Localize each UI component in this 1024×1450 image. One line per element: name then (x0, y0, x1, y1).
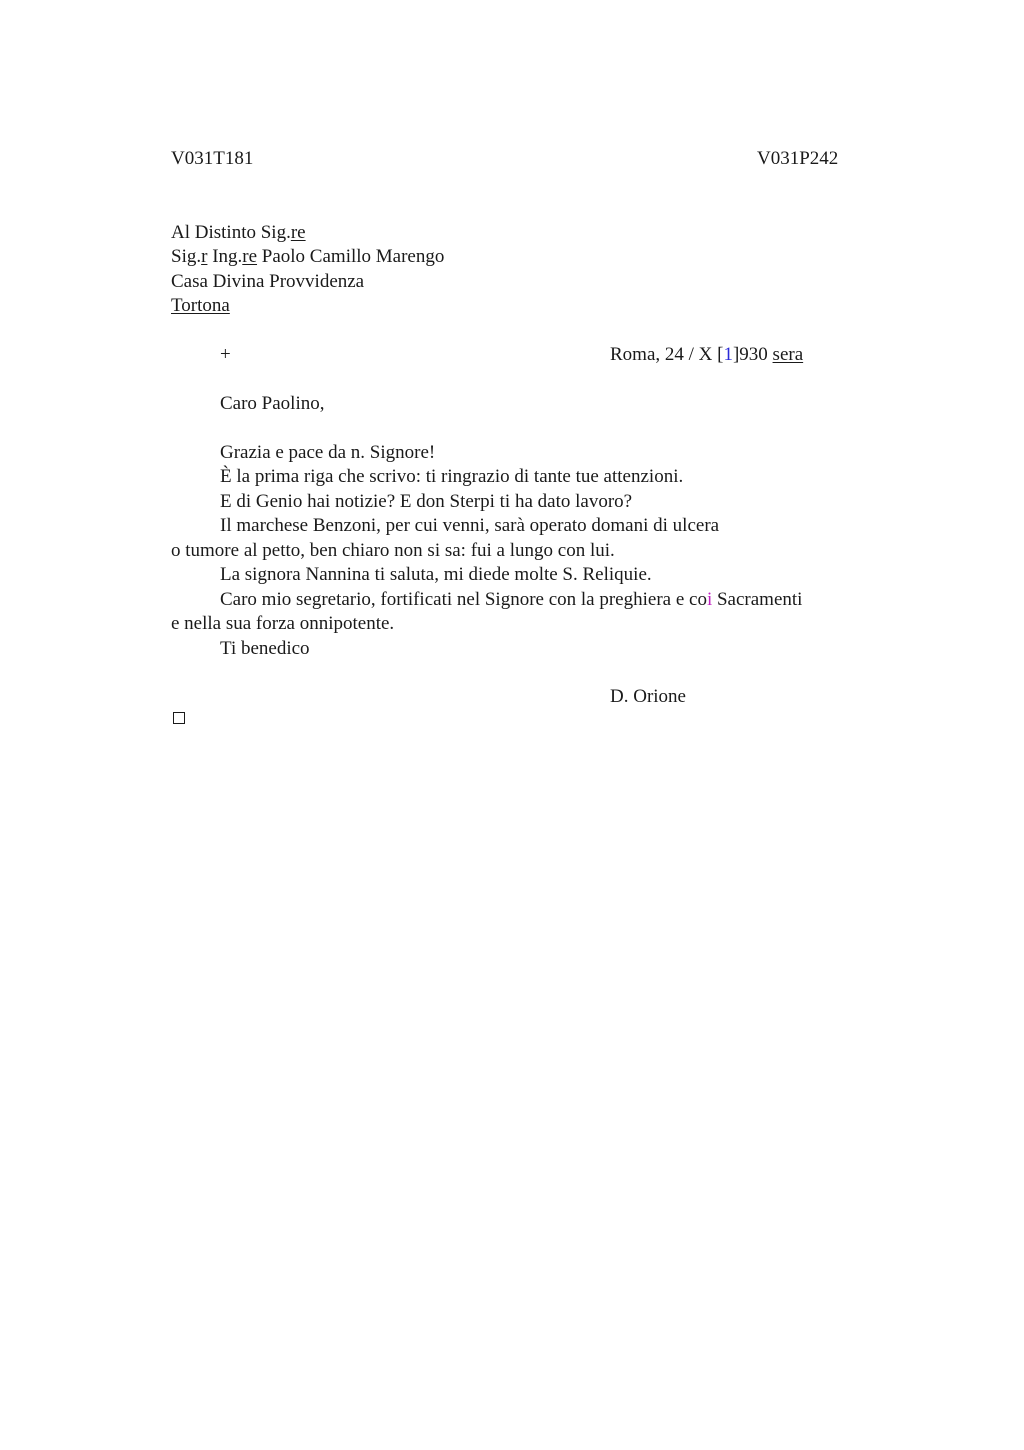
address-line-2-ing-abbr: re (242, 246, 258, 267)
address-line-2 (171, 247, 444, 266)
dateline-year-digit: 1 (723, 344, 733, 365)
body-line-6: La signora Nannina ti saluta, mi diede molte S. Reliquie. (220, 564, 652, 585)
address-line-2-ing: Ing. (207, 246, 243, 267)
body-line-8: e nella sua forza onnipotente. (171, 613, 395, 634)
dateline-year-rest: ]930 (732, 344, 773, 365)
body-line-7-end: Sacramenti (712, 589, 803, 610)
address-line-1 (171, 223, 306, 242)
signature: D. Orione (610, 686, 686, 707)
address-line-1-abbr: re (290, 222, 306, 243)
body-line-5: o tumore al petto, ben chiaro non si sa: fui a lungo con lui. (171, 540, 615, 561)
body-line-1: Grazia e pace da n. Signore! (220, 442, 436, 463)
closing: Ti benedico (220, 638, 310, 659)
cross-symbol: + (220, 344, 231, 365)
address-line-1-text: Al Distinto Sig. (171, 222, 291, 243)
body-line-2: È la prima riga che scrivo: ti ringrazio di tante tue attenzioni. (220, 466, 684, 487)
body-line-7-text: Caro mio segretario, fortificati nel Signore con la preghiera e co (220, 589, 707, 610)
document-code-left: V031T181 (171, 148, 254, 169)
address-line-2-name: Paolo Camillo Marengo (257, 246, 445, 267)
address-line-3: Casa Divina Provvidenza (171, 271, 365, 292)
dateline-time: sera (772, 344, 804, 365)
address-city: Tortona (171, 295, 230, 316)
dateline-place-date: Roma, 24 / X [ (610, 344, 724, 365)
document-code-right: V031P242 (757, 148, 839, 169)
checkbox-icon (173, 712, 185, 724)
body-line-4: Il marchese Benzoni, per cui venni, sarà operato domani di ulcera (220, 515, 720, 536)
body-line-7 (220, 590, 802, 609)
dateline (610, 345, 803, 364)
body-line-7-correction: i (706, 589, 713, 610)
body-line-3: E di Genio hai notizie? E don Sterpi ti ha dato lavoro? (220, 491, 633, 512)
salutation: Caro Paolino, (220, 393, 325, 414)
address-line-2-sig-abbr: r (201, 246, 208, 267)
address-line-2-sig: Sig. (171, 246, 202, 267)
